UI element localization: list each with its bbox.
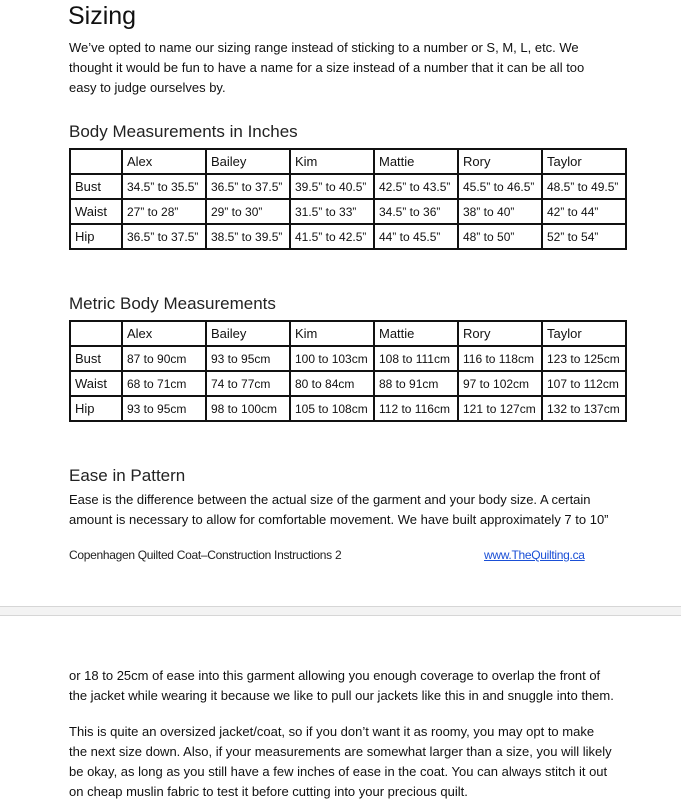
table-header-cell: Kim (290, 149, 374, 174)
table-cell: 42” to 44” (542, 199, 626, 224)
table-row (70, 174, 626, 199)
table-cell: 74 to 77cm (206, 371, 290, 396)
document-page-2 (0, 616, 681, 800)
footer-doc-title: Copenhagen Quilted Coat–Construction Instructions (69, 548, 332, 562)
row-label: Bust (70, 346, 122, 371)
table-cell: 123 to 125cm (542, 346, 626, 371)
table-header-cell: Alex (122, 149, 206, 174)
intro-paragraph: We’ve opted to name our sizing range instead of sticking to a number or S, M, L, etc. We thought it would be fun to have a name for a size instead of a number that it can be all too easy to judge ourselves by. (69, 40, 585, 95)
table-cell: 44” to 45.5” (374, 224, 458, 249)
table-row (70, 396, 626, 421)
inches-heading: Body Measurements in Inches (69, 122, 298, 141)
table-header-cell: Mattie (374, 149, 458, 174)
table-header-cell: Kim (290, 321, 374, 346)
table-header-cell: Rory (458, 149, 542, 174)
table-cell: 34.5” to 35.5” (122, 174, 206, 199)
table-cell: 48” to 50” (458, 224, 542, 249)
row-label: Waist (70, 199, 122, 224)
table-cell: 42.5” to 43.5” (374, 174, 458, 199)
table-cell: 52” to 54” (542, 224, 626, 249)
table-cell: 38” to 40” (458, 199, 542, 224)
table-cell: 41.5” to 42.5” (290, 224, 374, 249)
table-cell: 34.5” to 36” (374, 199, 458, 224)
table-cell: 31.5” to 33” (290, 199, 374, 224)
row-label: Waist (70, 371, 122, 396)
table-cell: 48.5” to 49.5” (542, 174, 626, 199)
table-cell: 38.5” to 39.5” (206, 224, 290, 249)
table-cell: 112 to 116cm (374, 396, 458, 421)
table-cell: 107 to 112cm (542, 371, 626, 396)
table-cell: 36.5” to 37.5” (206, 174, 290, 199)
table-header-cell: Rory (458, 321, 542, 346)
table-header-cell: Taylor (542, 321, 626, 346)
footer-website-link[interactable]: www.TheQuilting.ca (484, 548, 585, 562)
table-cell: 68 to 71cm (122, 371, 206, 396)
table-header-row (70, 321, 626, 346)
ease-paragraph: Ease is the difference between the actual size of the garment and your body size. A certain amount is necessary to allow for comfortable movement. We have built approximately 7 to 10” (69, 492, 609, 527)
table-cell: 93 to 95cm (206, 346, 290, 371)
row-label: Hip (70, 396, 122, 421)
table-cell: 121 to 127cm (458, 396, 542, 421)
table-cell: 105 to 108cm (290, 396, 374, 421)
table-cell: 98 to 100cm (206, 396, 290, 421)
table-cell (70, 149, 122, 174)
table-cell: 29” to 30” (206, 199, 290, 224)
table-header-cell: Alex (122, 321, 206, 346)
table-row (70, 199, 626, 224)
footer-page-number: 2 (335, 548, 342, 562)
table-cell: 36.5” to 37.5” (122, 224, 206, 249)
table-cell: 39.5” to 40.5” (290, 174, 374, 199)
metric-table (69, 320, 627, 422)
page-divider (0, 606, 681, 616)
table-cell (70, 321, 122, 346)
table-header-cell: Taylor (542, 149, 626, 174)
table-row (70, 346, 626, 371)
sizing-advice-paragraph: This is quite an oversized jacket/coat, so if you don’t want it as roomy, you may opt to make the next size down. Also, if your measurements are somewhat larger than a size, you will likely be okay, as long as you still have a few inches of ease in the coat. You can always stitch it out on cheap muslin fabric to test it before cutting into your precious quilt. (69, 724, 612, 799)
table-cell: 27” to 28” (122, 199, 206, 224)
table-cell: 116 to 118cm (458, 346, 542, 371)
table-row (70, 371, 626, 396)
table-cell: 93 to 95cm (122, 396, 206, 421)
ease-continued-paragraph: or 18 to 25cm of ease into this garment allowing you enough coverage to overlap the front of the jacket while wearing it because we like to pull our jackets like this in and snuggle into them. (69, 668, 614, 703)
ease-heading: Ease in Pattern (69, 466, 186, 485)
row-label: Bust (70, 174, 122, 199)
table-cell: 87 to 90cm (122, 346, 206, 371)
page-title: Sizing (68, 2, 137, 30)
metric-heading: Metric Body Measurements (69, 294, 276, 313)
table-cell: 80 to 84cm (290, 371, 374, 396)
table-cell: 108 to 111cm (374, 346, 458, 371)
table-header-cell: Bailey (206, 149, 290, 174)
table-cell: 100 to 103cm (290, 346, 374, 371)
table-cell: 132 to 137cm (542, 396, 626, 421)
table-header-row (70, 149, 626, 174)
table-header-cell: Bailey (206, 321, 290, 346)
inches-table (69, 148, 627, 250)
table-cell: 88 to 91cm (374, 371, 458, 396)
table-cell: 97 to 102cm (458, 371, 542, 396)
table-row (70, 224, 626, 249)
table-cell: 45.5” to 46.5” (458, 174, 542, 199)
row-label: Hip (70, 224, 122, 249)
table-header-cell: Mattie (374, 321, 458, 346)
